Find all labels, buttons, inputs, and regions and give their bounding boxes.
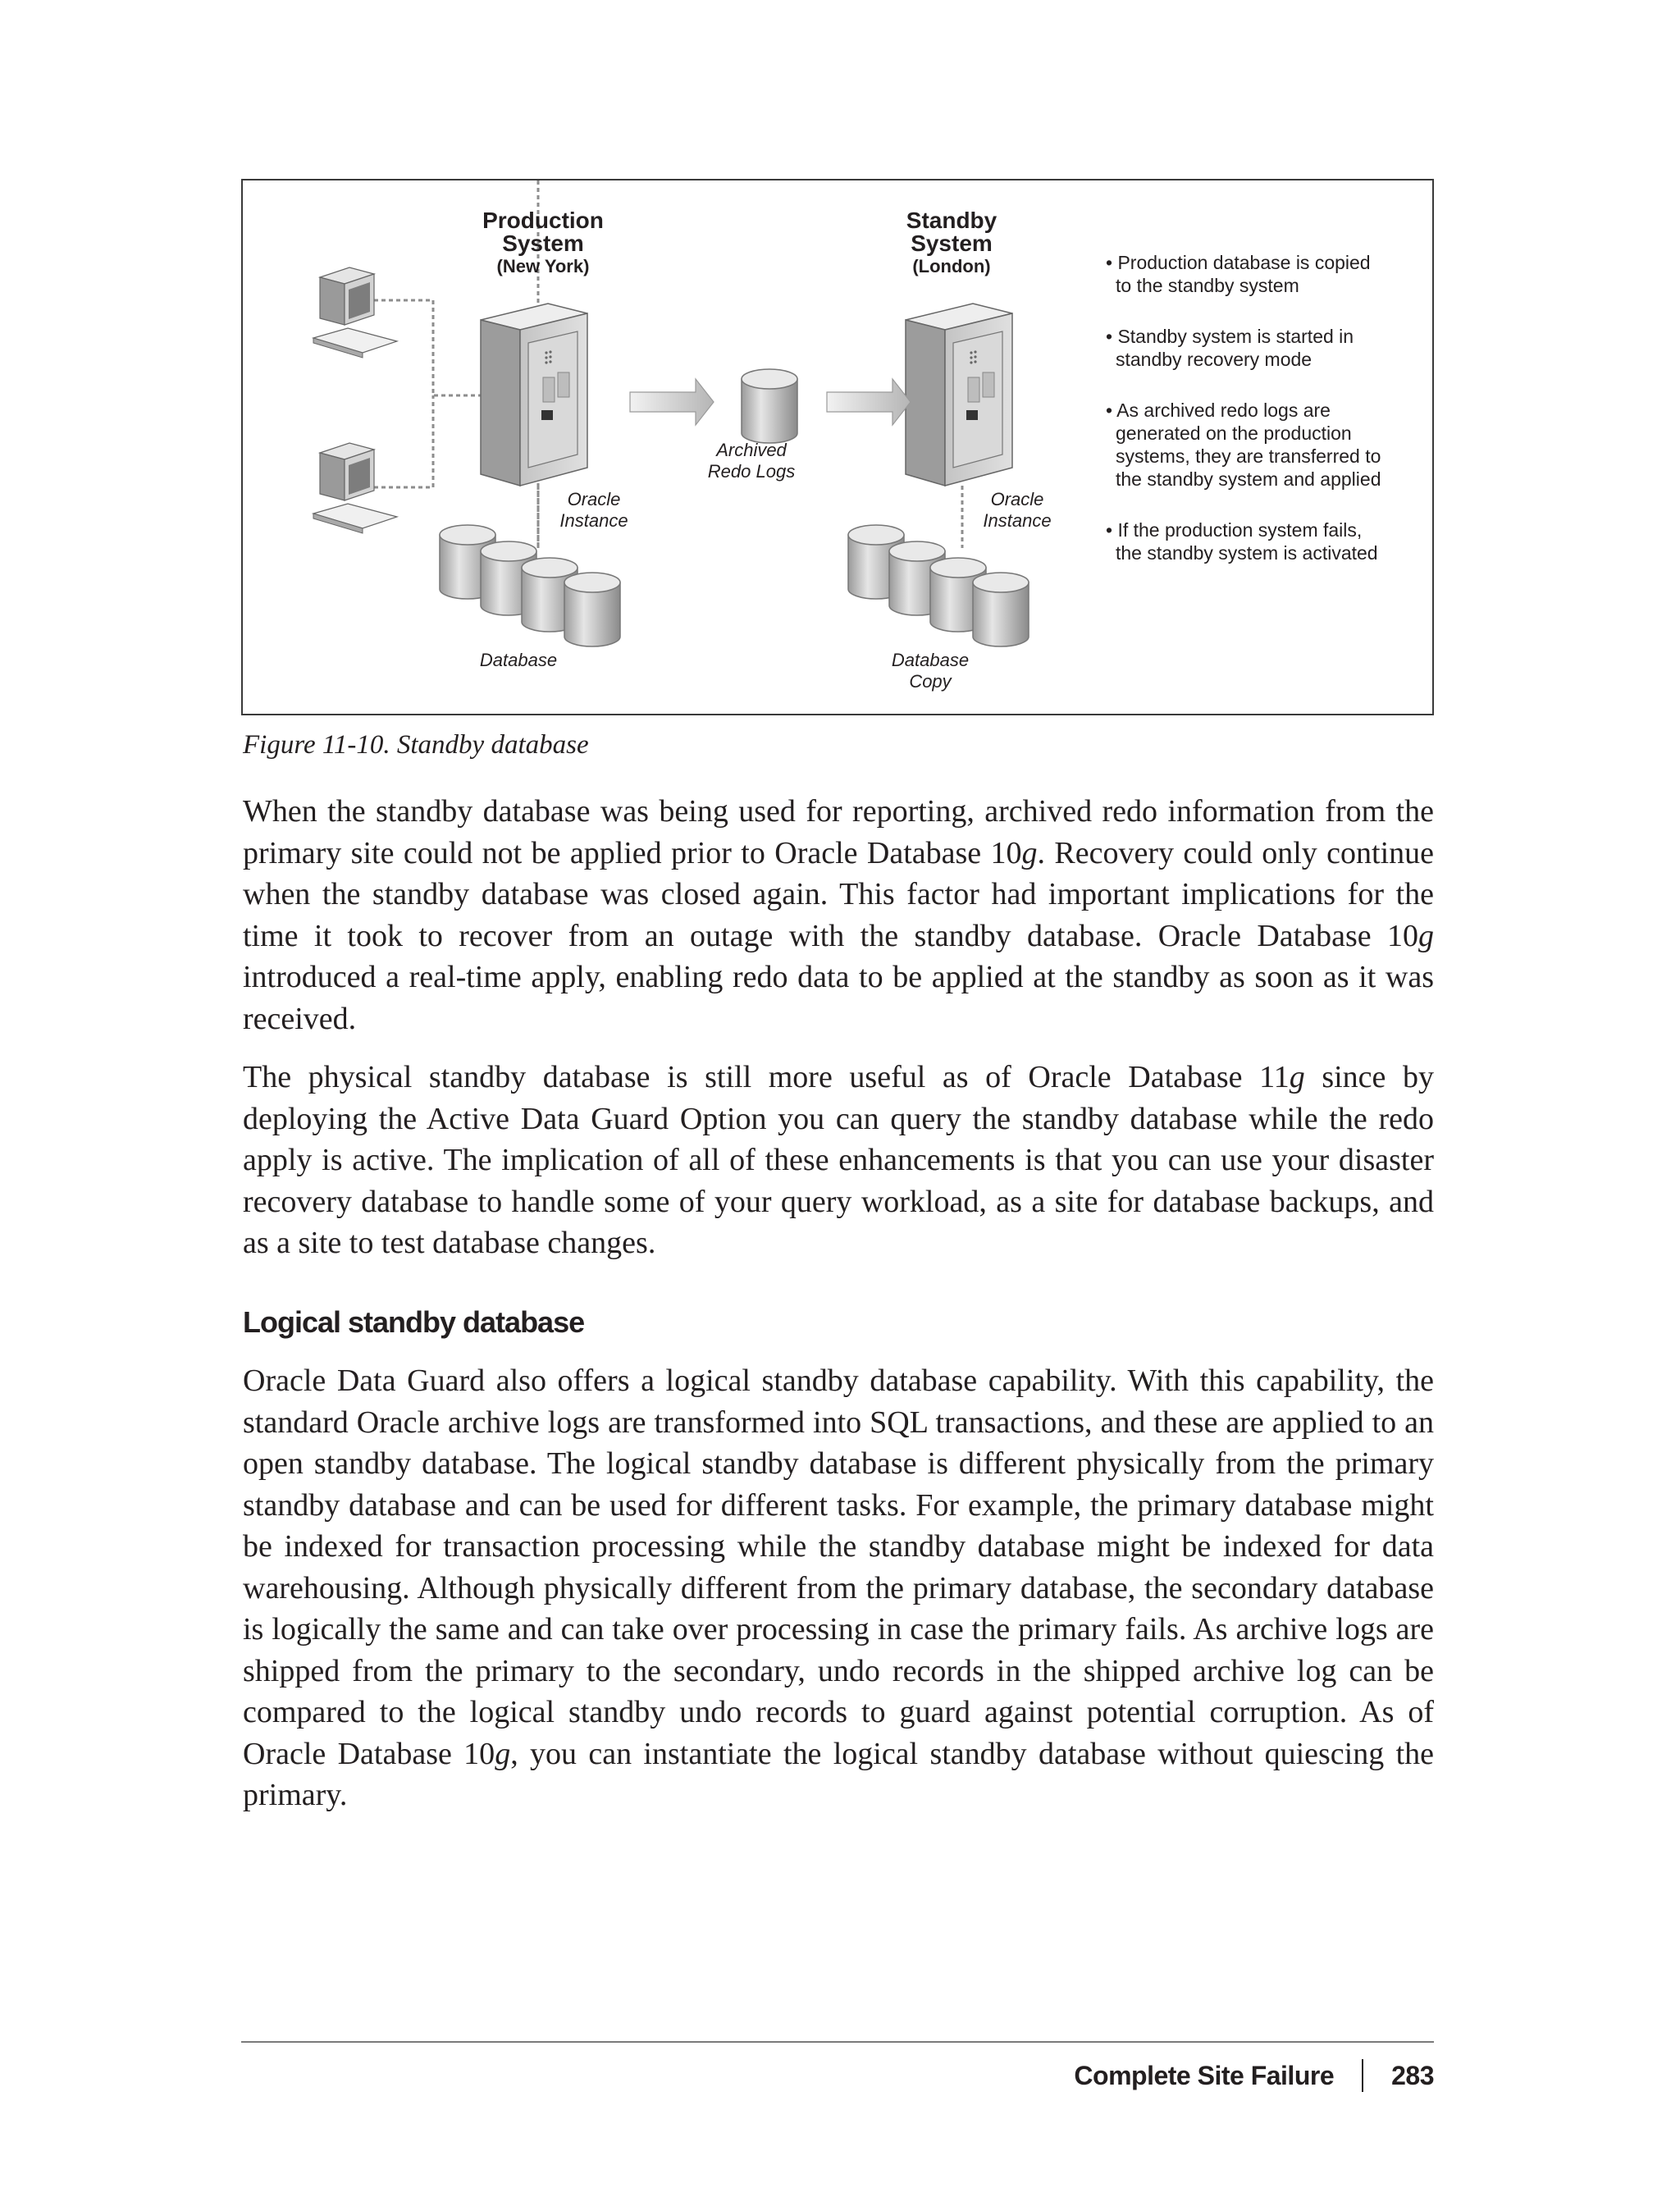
bullet-line: to the standby system (1116, 275, 1299, 296)
figure-caption: Figure 11-10. Standby database (243, 730, 589, 760)
production-title: Production (482, 208, 604, 233)
bullet-line: • Production database is copied (1106, 252, 1371, 273)
section-heading: Logical standby database (243, 1305, 585, 1339)
oracle-instance-label: Oracle (567, 489, 621, 509)
production-server-icon (481, 304, 587, 486)
bullet-line: • If the production system fails, (1106, 519, 1363, 541)
oracle-instance-label-standby: Instance (983, 510, 1052, 531)
standby-database-figure (241, 179, 1434, 715)
bullet-line: • Standby system is started in (1106, 326, 1354, 347)
paragraph-reporting: When the standby database was being used for reporting, archived redo information from the primary site could not be applied prior to Oracle Database 10g. Recovery could only continue when the standby database was closed again. This factor had important implications for the time it took to recover from an outage with the standby database. Oracle Database 10g introduced a real-time apply, enabling redo data to be applied at the standby as soon as it was received. (243, 794, 1434, 1036)
archived-label: Redo Logs (707, 461, 796, 482)
archived-redo-logs-icon (742, 369, 797, 443)
standby-location: (London) (912, 256, 991, 276)
transfer-arrow-icon (630, 379, 714, 425)
bullet-line: the standby system and applied (1116, 468, 1381, 490)
standby-server-icon (906, 304, 1012, 486)
page-number: 283 (1391, 2060, 1434, 2090)
bullet-line: the standby system is activated (1116, 542, 1378, 564)
bullet-line: standby recovery mode (1116, 349, 1312, 370)
database-copy-label: Database (891, 650, 970, 670)
bullet-line: • As archived redo logs are (1106, 400, 1331, 421)
oracle-instance-label: Instance (559, 510, 628, 531)
production-location: (New York) (496, 256, 590, 276)
bullet-line: systems, they are transferred to (1116, 445, 1381, 467)
standby-diagram (243, 180, 1436, 717)
production-database-icon (440, 525, 620, 646)
database-label: Database (479, 650, 558, 670)
database-copy-label: Copy (909, 671, 952, 692)
oracle-instance-label-standby: Oracle (990, 489, 1044, 509)
bullet-list (1106, 252, 1381, 564)
footer-rule (241, 2041, 1434, 2043)
footer-separator (1362, 2059, 1363, 2092)
page-footer (1074, 2059, 1434, 2092)
bullet-line: generated on the production (1116, 422, 1352, 444)
client-computer-icon (313, 267, 397, 358)
transfer-arrow-icon (827, 379, 911, 425)
footer-section-title: Complete Site Failure (1074, 2060, 1335, 2090)
paragraph-physical-standby: The physical standby database is still more useful as of Oracle Database 11g since by deploying the Active Data Guard Option you can query the standby database while the redo apply is active. The implication of all of these enhancements is that you can use your disaster recovery database to handle some of your query workload, as a site for database backups, and as a site to test database changes. (243, 1060, 1435, 1260)
standby-title: System (911, 231, 993, 256)
standby-title: Standby (906, 208, 998, 233)
paragraph-logical-standby: Oracle Data Guard also offers a logical standby database capability. With this capability, the standard Oracle archive logs are transformed into SQL transactions, and these are applied to an open standby database. The logical standby database is different physically from the primary standby database and can be used for different tasks. For example, the primary database might be indexed for transaction processing while the standby database might be indexed for data warehousing. Although physically different from the primary database, the secondary database is logically the same and can take over processing in case the primary fails. As archive logs are shipped from the primary to the secondary, undo records in the shipped archive log can be compared to the logical standby undo records to guard against potential corruption. As of Oracle Database 10g, you can instantiate the logical standby database without quiescing the primary. (243, 1363, 1434, 1812)
database-copy-icon (848, 525, 1029, 646)
production-title: System (502, 231, 584, 256)
archived-label: Archived (716, 440, 787, 460)
